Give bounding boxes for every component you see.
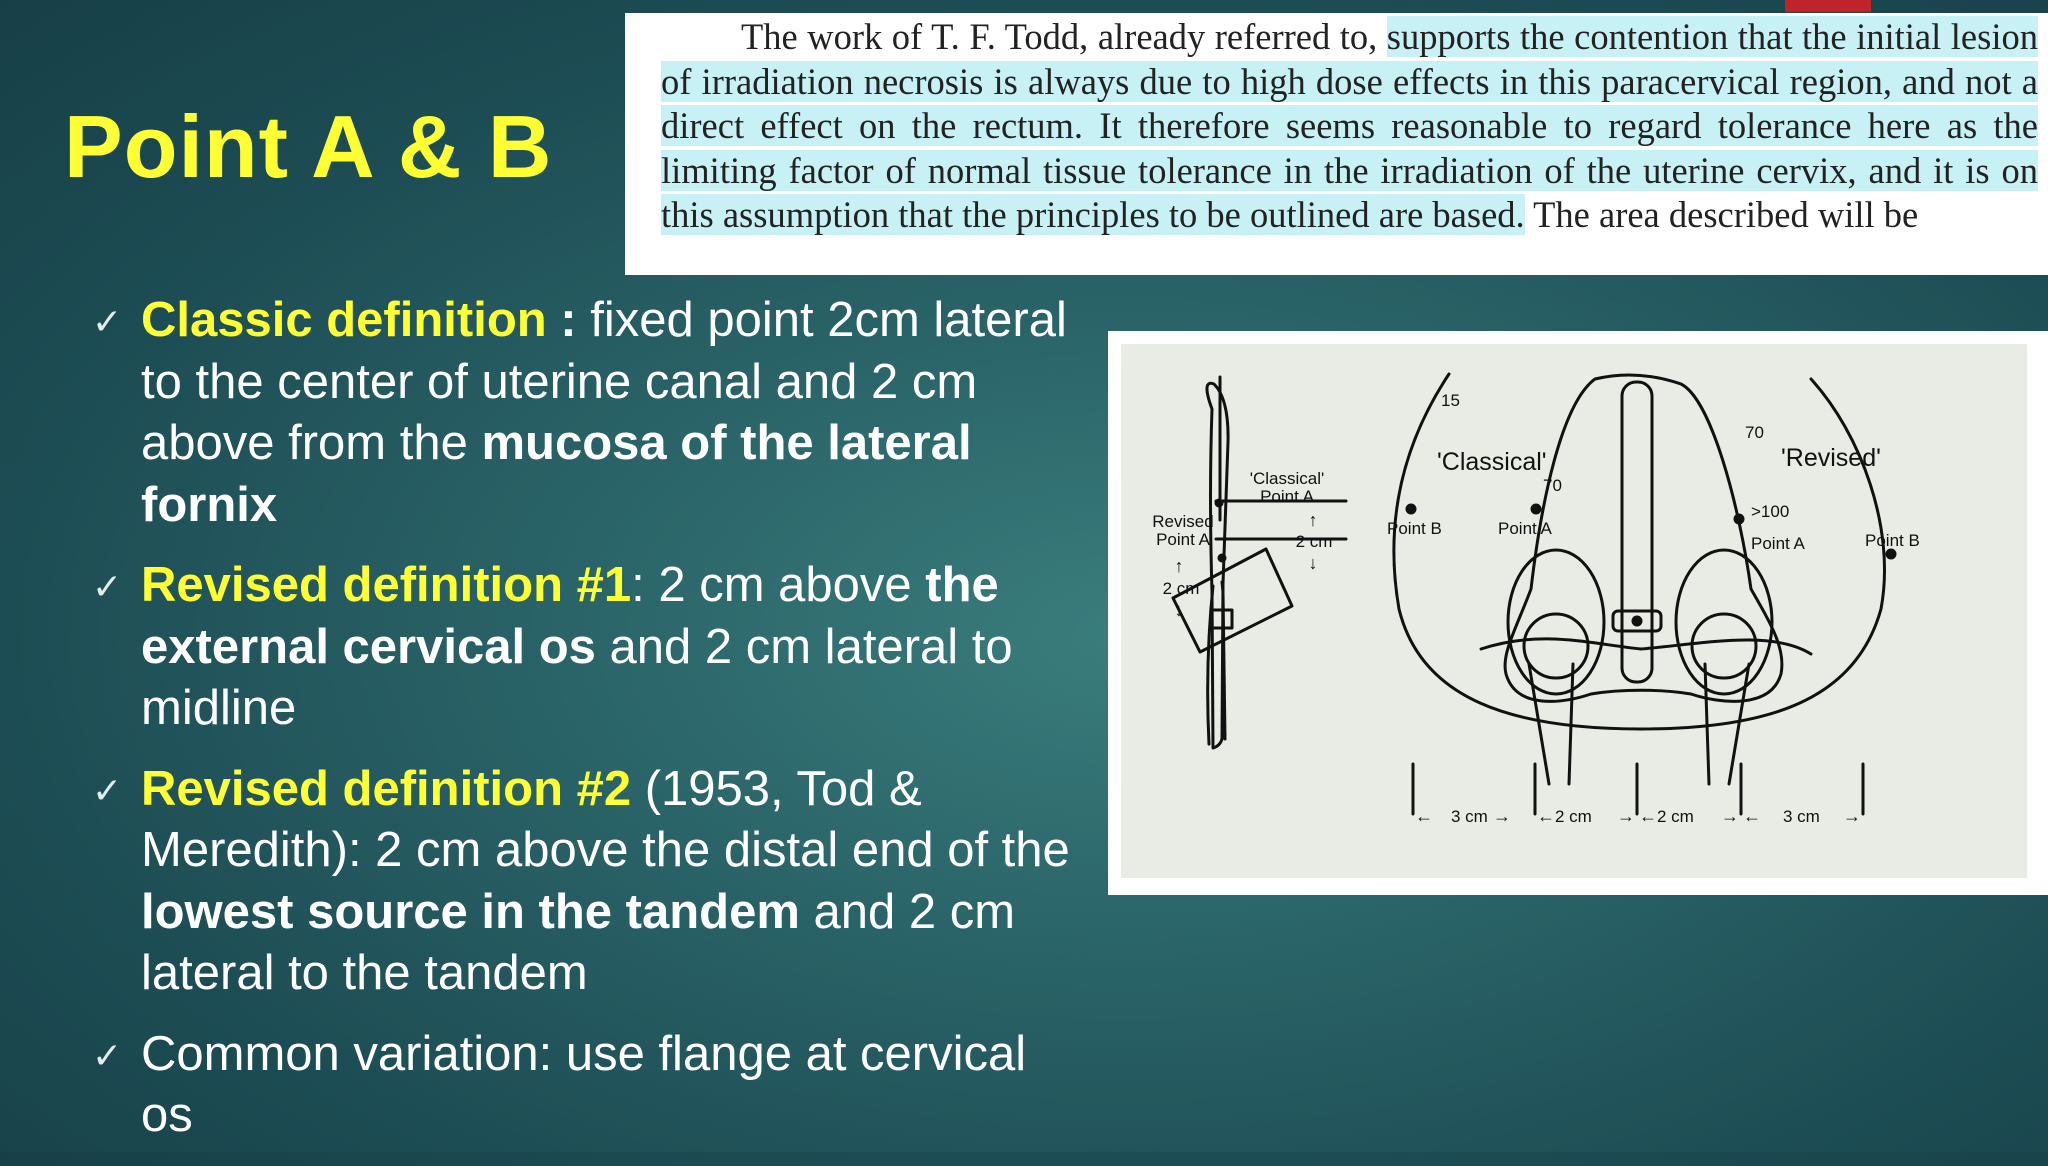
point-b-left-label: Point B — [1387, 519, 1442, 538]
isodose-inner — [1505, 375, 1782, 701]
left-revised-arrow: ↑ — [1174, 556, 1184, 576]
dim-arrow: ← — [1537, 806, 1555, 826]
left-classical-label: 'Classical' — [1249, 469, 1325, 488]
tandem-rod — [1622, 382, 1652, 682]
bullet-item — [92, 555, 1082, 740]
dim-arrow: ← — [1639, 806, 1657, 826]
bullet-text: lowest source in the tandem — [141, 884, 800, 939]
left-ovoid — [1173, 549, 1292, 652]
check-icon: ✓ — [92, 1035, 123, 1077]
left-ovoid-core — [1524, 614, 1588, 678]
bullet-text: the external cervical os — [141, 558, 999, 674]
point-b-right-dot — [1887, 550, 1895, 558]
bullet-heading: Classic definition — [141, 293, 547, 347]
bullet-heading: Revised definition #1 — [141, 558, 632, 612]
check-icon: ✓ — [92, 770, 123, 812]
bullet-list — [92, 290, 1082, 1166]
bullet-item — [92, 290, 1082, 536]
left-classical-arrow: ↓ — [1308, 553, 1318, 573]
dim-arrow: → — [1721, 806, 1739, 826]
revised-point-a-dot — [1219, 555, 1225, 561]
point-a-b-figure — [1108, 331, 2048, 895]
dim-arrow: → — [1493, 806, 1511, 826]
left-revised-label: Revised — [1152, 512, 1214, 531]
dim-label: 3 cm — [1451, 807, 1488, 826]
figure-canvas — [1121, 344, 2027, 878]
iso-label-70-left: 70 — [1543, 476, 1562, 495]
slide-title: Point A & B — [64, 97, 553, 196]
right-ovoid-ring — [1676, 550, 1772, 694]
dim-arrow: → — [1843, 806, 1861, 826]
bullet-item — [92, 1024, 1082, 1147]
flange-dot — [1633, 617, 1641, 625]
left-classical-label: Point A — [1260, 487, 1314, 506]
bullet-text: : 2 cm above — [631, 558, 926, 612]
left-classical-arrow: ↑ — [1308, 510, 1318, 530]
accent-bar — [1785, 0, 1871, 12]
iso-label-70-right: 70 — [1745, 423, 1764, 442]
left-classical-dist: 2 cm — [1295, 532, 1333, 551]
point-a-left-dot — [1532, 505, 1540, 513]
bullet-text: Common variation: use flange at cervical os — [141, 1026, 1027, 1142]
excerpt-paragraph — [625, 13, 2048, 238]
dim-label: 2 cm — [1555, 807, 1592, 826]
point-a-right-dot — [1735, 515, 1743, 523]
excerpt-tail: The area described will be — [1533, 194, 1919, 235]
dim-label: 2 cm — [1657, 807, 1694, 826]
bullet-item — [92, 759, 1082, 1005]
dim-label: 3 cm — [1783, 807, 1820, 826]
point-a-left-label: Point A — [1498, 519, 1552, 538]
bullet-text: fixed point 2cm lateral to the center of uterine canal and 2 cm above from the — [141, 293, 1067, 470]
isodose-outer — [1394, 374, 1885, 729]
dim-arrow: → — [1617, 806, 1635, 826]
excerpt-lead: The work of T. F. Todd, already referred to, — [741, 16, 1378, 57]
bullet-text: mucosa of the lateral fornix — [141, 416, 972, 532]
revised-label: 'Revised' — [1781, 444, 1881, 472]
point-b-right-label: Point B — [1865, 531, 1920, 550]
bullet-text: and 2 cm lateral to the tandem — [141, 884, 1016, 1000]
left-revised-dist: 2 cm — [1162, 579, 1200, 598]
bullet-text: and 2 cm lateral to midline — [141, 619, 1013, 735]
dim-arrow: ← — [1415, 806, 1433, 826]
left-revised-label: Point A — [1156, 530, 1210, 549]
iso-label-15: 15 — [1441, 391, 1460, 410]
check-icon: ✓ — [92, 302, 123, 343]
left-revised-arrow: ↓ — [1174, 600, 1184, 620]
point-a-right-label: Point A — [1751, 534, 1805, 553]
check-icon: ✓ — [92, 567, 123, 608]
lower-curve — [1481, 639, 1811, 654]
bullet-heading: Revised definition #2 — [141, 761, 632, 816]
right-ovoid-core — [1692, 614, 1756, 678]
diagram-svg — [1121, 344, 2027, 878]
iso-label-100: >100 — [1751, 502, 1790, 521]
left-ovoid-ring — [1508, 550, 1604, 694]
bullet-text: : — [546, 293, 591, 347]
excerpt-highlight: supports the contention that the initial lesion of irradiation necrosis is always due to high dose effects in this paracervical region, and not a direct effect on the rectum. It therefore seems reasonable to regard tolerance here as the limiting factor of normal tissue tolerance in the irradiation of the uterine cervix, and it is on this assumption that the principles to be outlined are based. — [661, 16, 2038, 235]
classical-label: 'Classical' — [1437, 448, 1547, 476]
point-b-left-dot — [1407, 505, 1415, 513]
dim-arrow: ← — [1743, 806, 1761, 826]
classical-point-a-dot — [1216, 500, 1222, 506]
bullet-text: (1953, Tod & Meredith): 2 cm above the distal end of the — [141, 761, 1070, 877]
text-excerpt-image — [625, 13, 2048, 275]
